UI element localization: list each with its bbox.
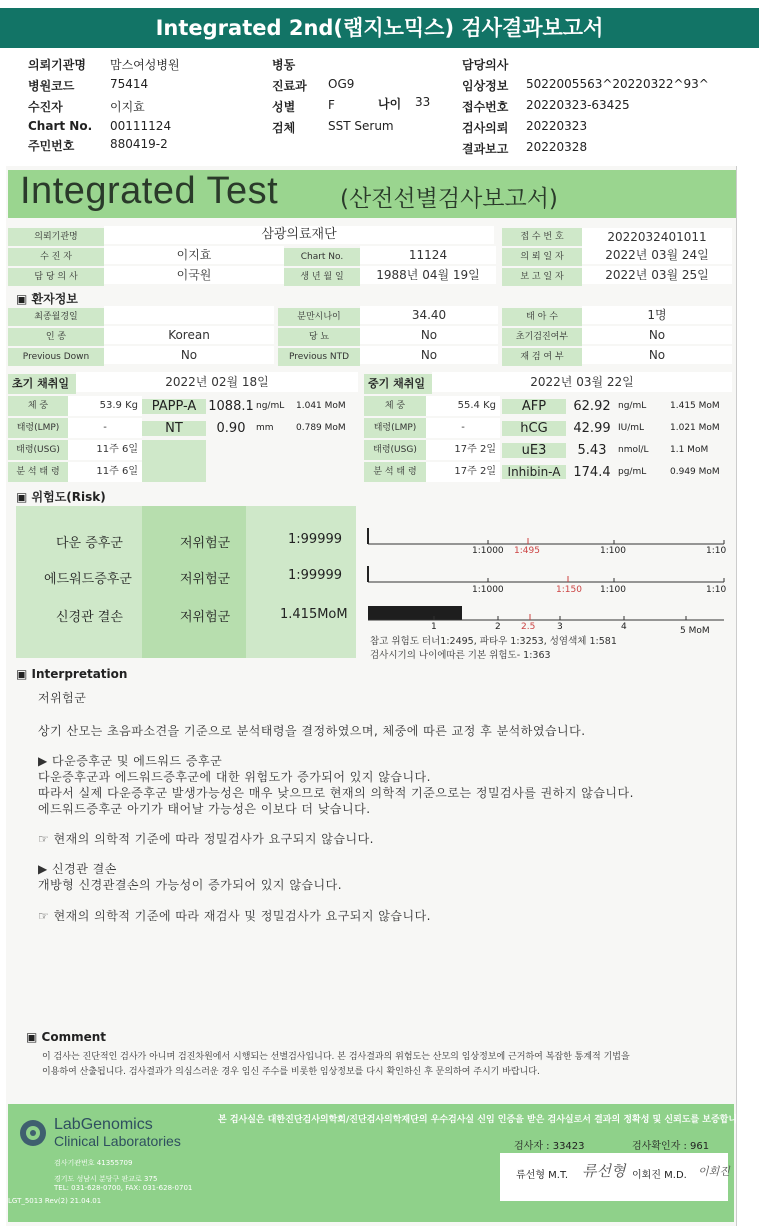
fetus-label: 태 아 수 bbox=[502, 308, 582, 326]
first-marker-blank bbox=[142, 440, 206, 482]
marker-name: AFP bbox=[502, 399, 566, 414]
reqdate-label: 의 뢰 일 자 bbox=[502, 248, 582, 266]
marker-name: PAPP-A bbox=[142, 399, 206, 414]
interp-line: 다운증후군과 에드워드증후군에 대한 위험도가 증가되어 있지 않습니다. bbox=[38, 770, 431, 784]
chart-value: 11124 bbox=[360, 246, 496, 264]
header-col1 bbox=[28, 56, 260, 154]
marker-unit: nmol/L bbox=[618, 445, 649, 455]
receipt-label: 접 수 번 호 bbox=[502, 228, 582, 246]
logo-text: LabGenomics bbox=[54, 1116, 153, 1133]
risk-note: 참고 위험도 터너1:2495, 파타우 1:3253, 성염색체 1:581 bbox=[370, 636, 617, 647]
risk-name: 다운 증후군 bbox=[56, 536, 123, 551]
marker-value: 5.43 bbox=[577, 442, 607, 458]
scale-label: 1:10 bbox=[706, 546, 727, 556]
page-title: Integrated 2nd(랩지노믹스) 검사결과보고서 bbox=[0, 8, 759, 48]
risk-value: 1:99999 bbox=[288, 532, 343, 547]
hdr-label: 성별 bbox=[272, 100, 296, 114]
interpretation-section: ▣ Interpretation bbox=[16, 667, 128, 681]
age-label: 나이 bbox=[378, 97, 402, 111]
marker-value: 174.4 bbox=[573, 464, 611, 480]
risk-section: ▣ 위험도(Risk) bbox=[16, 490, 106, 504]
early-label: 초기검진여부 bbox=[502, 328, 582, 346]
race-value: Korean bbox=[104, 326, 274, 344]
marker-unit: IU/mL bbox=[618, 423, 645, 433]
second-lmp: - bbox=[426, 418, 500, 438]
labgenomics-logo-icon bbox=[18, 1118, 48, 1148]
scale-label: 1:100 bbox=[600, 546, 626, 556]
patient-value: 이지효 bbox=[104, 246, 284, 264]
scale-label: 1:10 bbox=[706, 585, 727, 595]
doctor-value: 이국원 bbox=[104, 266, 284, 284]
repdate-value: 2022년 03월 25일 bbox=[582, 266, 732, 284]
interp-line: 저위험군 bbox=[38, 691, 87, 705]
interp-title: Interpretation bbox=[31, 667, 128, 681]
prevntd-label: Previous NTD bbox=[278, 348, 360, 366]
verifier-id: 검사확인자 : 961 bbox=[632, 1141, 710, 1152]
hdr-value: 75414 bbox=[110, 77, 149, 91]
hdr-value: 맘스여성병원 bbox=[110, 58, 180, 72]
chart-label: Chart No. bbox=[284, 248, 360, 266]
second-date: 2022년 03월 22일 bbox=[432, 372, 732, 392]
second-marker-row bbox=[502, 462, 734, 482]
md-signature: 이회진 bbox=[698, 1165, 730, 1178]
interp-line: 에드워드증후군 아기가 태어날 가능성은 이보다 더 낮습니다. bbox=[38, 802, 371, 816]
mt-name: 류선형 M.T. bbox=[516, 1170, 569, 1181]
client-label: 의뢰기관명 bbox=[8, 228, 104, 246]
first-usg: 11주 6일 bbox=[68, 440, 142, 460]
marker-mom: 0.949 MoM bbox=[670, 467, 720, 477]
address: 경기도 성남시 분당구 판교로 375 bbox=[54, 1175, 158, 1183]
hdr-label: 병동 bbox=[272, 58, 296, 72]
risk-level: 저위험군 bbox=[180, 572, 231, 587]
prevntd-value: No bbox=[360, 346, 498, 364]
second-usg-label: 태령(USG) bbox=[364, 440, 426, 460]
hdr-value: 20220323-63425 bbox=[526, 98, 630, 112]
first-lmp-label: 태령(LMP) bbox=[8, 418, 68, 438]
risk-note: 검사시기의 나이에따른 기본 위험도- 1:363 bbox=[370, 650, 551, 661]
form-revision: LGT_5013 Rev(2) 21.04.01 bbox=[8, 1197, 102, 1205]
client-value: 삼광의료재단 bbox=[104, 226, 494, 244]
logo-subtext: Clinical Laboratories bbox=[54, 1133, 181, 1149]
hdr-value bbox=[328, 56, 448, 73]
hdr-label: 검체 bbox=[272, 121, 296, 135]
hdr-value: F bbox=[328, 98, 335, 112]
risk-name: 신경관 결손 bbox=[56, 610, 123, 625]
hdr-value: 00111124 bbox=[110, 119, 172, 133]
hdr-value: 5022005563^20220322^93^ bbox=[526, 77, 709, 91]
scale-label: 3 bbox=[557, 622, 563, 632]
hdr-value: SST Serum bbox=[328, 119, 394, 133]
interp-line: ▶ 신경관 결손 bbox=[38, 862, 117, 876]
first-anal: 11주 6일 bbox=[68, 462, 142, 482]
first-marker-row bbox=[142, 396, 358, 416]
marker-mom: 0.789 MoM bbox=[296, 423, 346, 433]
report-subtitle: (산전선별검사보고서) bbox=[340, 186, 558, 212]
early-value: No bbox=[582, 326, 732, 344]
patient-info-title: 환자정보 bbox=[31, 292, 78, 306]
receipt-value: 2022032401011 bbox=[582, 228, 732, 246]
marker-value: 0.90 bbox=[216, 420, 246, 436]
hdr-value: 20220328 bbox=[526, 140, 588, 154]
header-col3 bbox=[462, 56, 726, 157]
marker-unit: ng/mL bbox=[618, 401, 647, 411]
patient-info-section: ▣ 환자정보 bbox=[16, 292, 78, 306]
fetus-value: 1명 bbox=[582, 306, 732, 324]
first-lmp: - bbox=[68, 418, 142, 438]
scale-label: 1:1000 bbox=[472, 546, 504, 556]
second-anal: 17주 2일 bbox=[426, 462, 500, 482]
marker-name: hCG bbox=[502, 421, 566, 436]
comment-line: 이용하여 산출됩니다. 검사결과가 의심스러운 경우 임신 주수를 비롯한 임상정보를 다시 확인하신 후 문의하여 주시기 바랍니다. bbox=[42, 1067, 540, 1077]
marker-mom: 1.041 MoM bbox=[296, 401, 346, 411]
hdr-label: 결과보고 bbox=[462, 142, 509, 156]
interp-line: 상기 산모는 초음파소견을 기준으로 분석태령을 결정하였으며, 체중에 따른 교정 후 분석하였습니다. bbox=[38, 724, 586, 738]
marker-mom: 1.415 MoM bbox=[670, 401, 720, 411]
scale-label: 5 MoM bbox=[680, 626, 710, 636]
age-value: 33 bbox=[415, 95, 431, 109]
hdr-label: 병원코드 bbox=[28, 79, 75, 93]
second-weight: 55.4 Kg bbox=[426, 396, 500, 416]
risk-name: 에드워드증후군 bbox=[44, 572, 132, 587]
hdr-label: 수진자 bbox=[28, 100, 63, 114]
cert-text: 본 검사실은 대한진단검사의학회/진단검사의학재단의 우수검사실 신임 인증을 받은 검사실로서 결과의 정확성 및 신뢰도를 보증합니다. bbox=[218, 1115, 750, 1125]
delivery-age-label: 분만시나이 bbox=[278, 308, 360, 326]
hdr-value: 880419-2 bbox=[110, 137, 168, 151]
diabetes-value: No bbox=[360, 326, 498, 344]
risk-value: 1:99999 bbox=[288, 568, 343, 583]
prevdown-label: Previous Down bbox=[8, 348, 104, 366]
second-marker-row bbox=[502, 440, 734, 460]
prevdown-value: No bbox=[104, 346, 274, 364]
scale-label: 1:100 bbox=[600, 585, 626, 595]
risk-level: 저위험군 bbox=[180, 610, 231, 625]
ntd-mom-bar bbox=[368, 606, 462, 620]
retest-value: No bbox=[582, 346, 732, 364]
risk-value: 1.415MoM bbox=[280, 607, 348, 622]
second-title: 중기 채취일 bbox=[364, 374, 432, 394]
first-weight-label: 체 중 bbox=[8, 396, 68, 416]
marker-name: NT bbox=[142, 421, 206, 436]
interp-line: ☞ 현재의 의학적 기준에 따라 정밀검사가 요구되지 않습니다. bbox=[38, 832, 374, 846]
first-weight: 53.9 Kg bbox=[68, 396, 142, 416]
reqdate-value: 2022년 03월 24일 bbox=[582, 246, 732, 264]
second-anal-label: 분 석 태 령 bbox=[364, 462, 426, 482]
marker-unit: pg/mL bbox=[618, 467, 647, 477]
second-lmp-label: 태령(LMP) bbox=[364, 418, 426, 438]
repdate-label: 보 고 일 자 bbox=[502, 268, 582, 286]
marker-mom: 1.1 MoM bbox=[670, 445, 709, 455]
scale-label: 1 bbox=[431, 622, 437, 632]
interp-line: ☞ 현재의 의학적 기준에 따라 재검사 및 정밀검사가 요구되지 않습니다. bbox=[38, 909, 431, 923]
hdr-label: 담당의사 bbox=[462, 58, 509, 72]
lmp-label: 최종월경일 bbox=[8, 308, 104, 326]
risk-level: 저위험군 bbox=[180, 536, 231, 551]
first-marker-row bbox=[142, 418, 358, 438]
marker-value: 62.92 bbox=[573, 398, 611, 414]
birth-label: 생 년 월 일 bbox=[284, 268, 360, 286]
delivery-age-value: 34.40 bbox=[360, 306, 498, 324]
first-anal-label: 분 석 태 령 bbox=[8, 462, 68, 482]
patient-label: 수 진 자 bbox=[8, 248, 104, 266]
second-marker-row bbox=[502, 418, 734, 438]
telephone: TEL: 031-628-0700, FAX: 031-628-0701 bbox=[54, 1184, 193, 1192]
second-weight-label: 체 중 bbox=[364, 396, 426, 416]
hdr-value: 20220323 bbox=[526, 119, 588, 133]
birth-value: 1988년 04월 19일 bbox=[360, 266, 496, 284]
mt-signature: 류선형 bbox=[582, 1162, 626, 1180]
marker-value: 42.99 bbox=[573, 420, 611, 436]
comment-title: Comment bbox=[41, 1030, 106, 1044]
hdr-label: 임상정보 bbox=[462, 79, 509, 93]
scale-label: 2.5 bbox=[521, 622, 536, 632]
retest-label: 재 검 여 부 bbox=[502, 348, 582, 366]
reg-number: 검사기관번호 41355709 bbox=[54, 1159, 133, 1167]
marker-unit: ng/mL bbox=[256, 401, 285, 411]
second-marker-row bbox=[502, 396, 734, 416]
marker-name: Inhibin-A bbox=[502, 465, 566, 479]
comment-section: ▣ Comment bbox=[26, 1030, 106, 1044]
marker-name: uE3 bbox=[502, 443, 566, 458]
hdr-label: 주민번호 bbox=[28, 139, 75, 153]
first-title: 초기 채취일 bbox=[8, 374, 76, 394]
interp-line: 따라서 실제 다운증후군 발생가능성은 매우 낮으므로 현재의 의학적 기준으로는 정밀검사를 권하지 않습니다. bbox=[38, 786, 634, 800]
hdr-label: 진료과 bbox=[272, 79, 307, 93]
scale-label: 2 bbox=[495, 622, 501, 632]
hdr-label: Chart No. bbox=[28, 119, 93, 133]
doctor-label: 담 당 의 사 bbox=[8, 268, 104, 286]
diabetes-label: 당 뇨 bbox=[278, 328, 360, 346]
scale-label: 1:1000 bbox=[472, 585, 504, 595]
scale-label: 1:150 bbox=[556, 585, 582, 595]
hdr-label: 접수번호 bbox=[462, 100, 509, 114]
risk-title: 위험도(Risk) bbox=[31, 490, 106, 504]
race-label: 인 종 bbox=[8, 328, 104, 346]
marker-value: 1088.1 bbox=[208, 398, 254, 414]
scale-label: 4 bbox=[621, 622, 627, 632]
lmp-value bbox=[104, 306, 274, 324]
second-usg: 17주 2일 bbox=[426, 440, 500, 460]
marker-unit: mm bbox=[256, 423, 274, 433]
hdr-value: 이지효 bbox=[110, 100, 145, 114]
hdr-value bbox=[526, 56, 726, 73]
hdr-value: OG9 bbox=[328, 77, 355, 91]
hdr-label: 의뢰기관명 bbox=[28, 58, 86, 72]
interp-line: ▶ 다운증후군 및 에드워드 증후군 bbox=[38, 754, 223, 768]
md-name: 이회진 M.D. bbox=[632, 1170, 687, 1181]
first-date: 2022년 02월 18일 bbox=[76, 372, 358, 392]
report-title: Integrated Test bbox=[20, 170, 279, 212]
interp-line: 개방형 신경관결손의 가능성이 증가되어 있지 않습니다. bbox=[38, 878, 343, 892]
first-usg-label: 태령(USG) bbox=[8, 440, 68, 460]
marker-mom: 1.021 MoM bbox=[670, 423, 720, 433]
scale-label: 1:495 bbox=[514, 546, 540, 556]
hdr-label: 검사의뢰 bbox=[462, 121, 509, 135]
tester-id: 검사자 : 33423 bbox=[514, 1141, 585, 1152]
comment-line: 이 검사는 진단적인 검사가 아니며 검진차원에서 시행되는 선별검사입니다. 본 검사결과의 위험도는 산모의 임상정보에 근거하여 복잡한 통계적 기법을 bbox=[42, 1052, 630, 1062]
